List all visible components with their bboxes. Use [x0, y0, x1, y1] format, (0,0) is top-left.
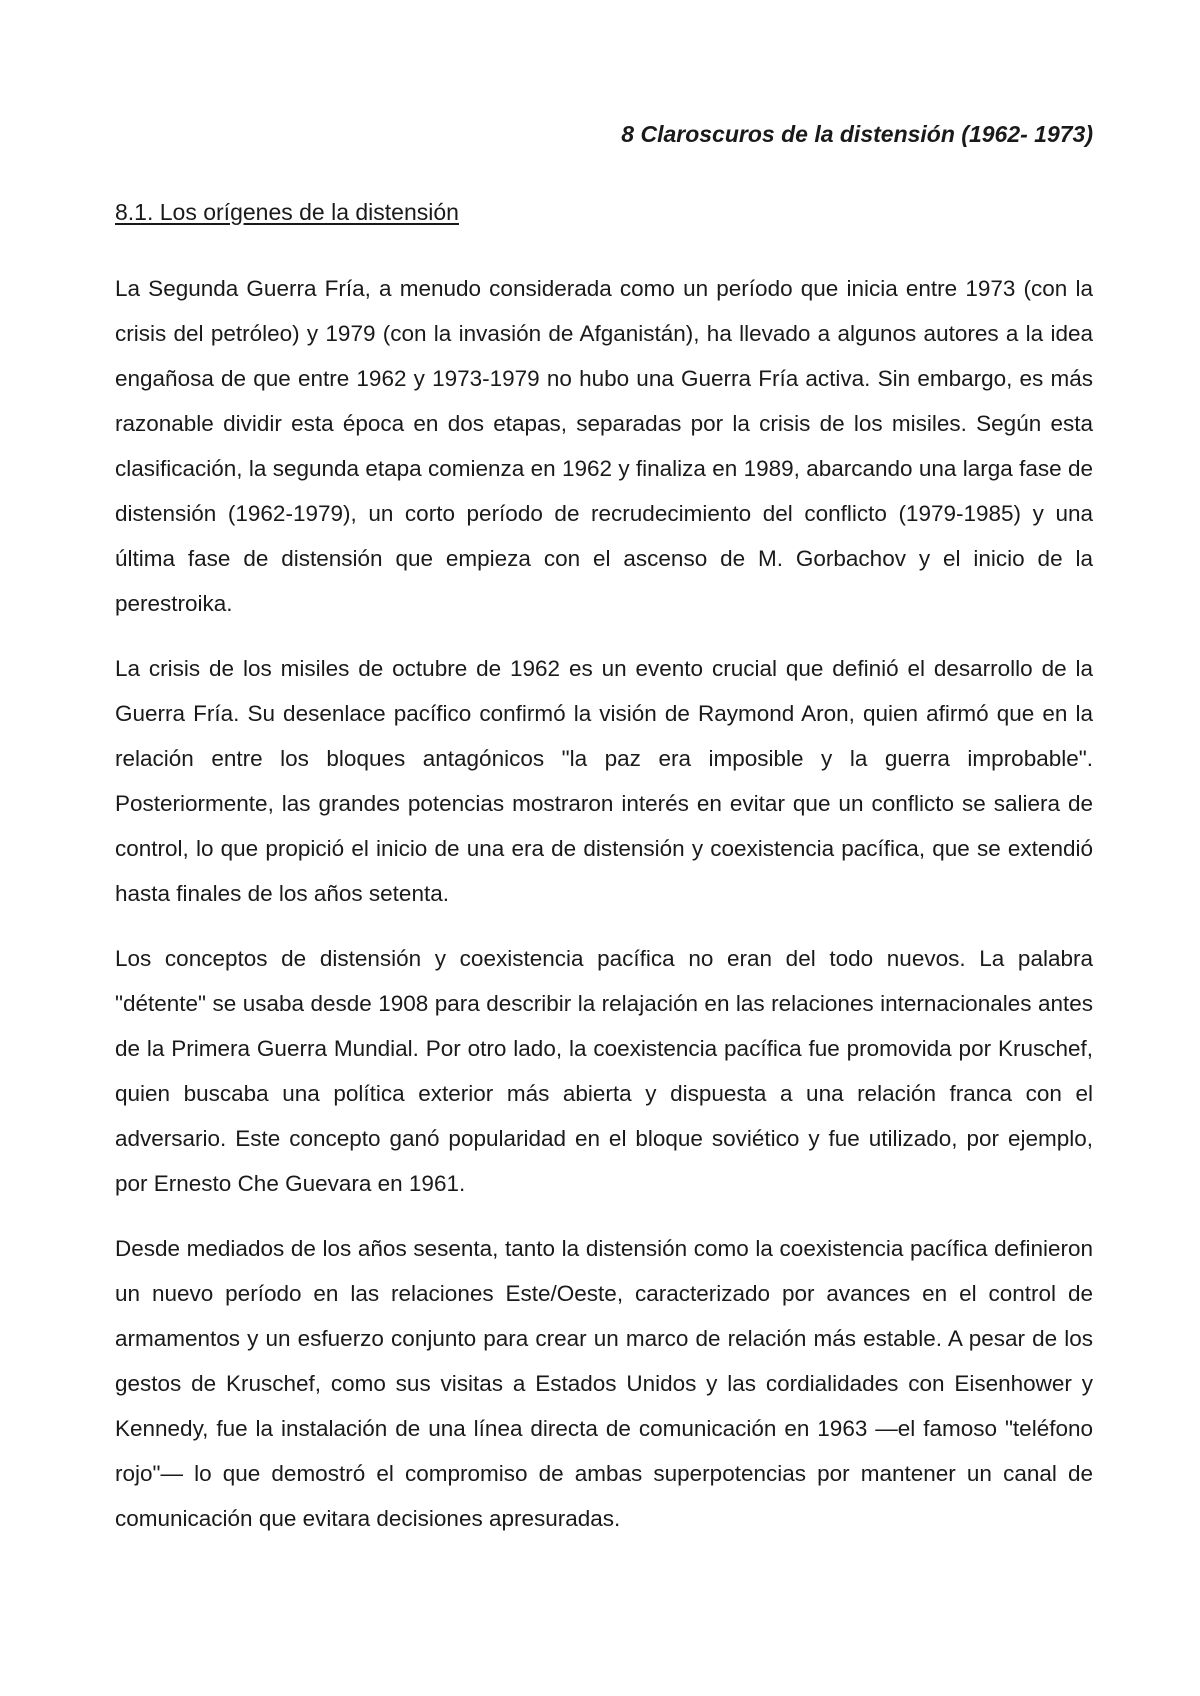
chapter-title: 8 Claroscuros de la distensión (1962- 1973) [621, 121, 1093, 147]
paragraph-1: La Segunda Guerra Fría, a menudo considerada como un período que inicia entre 1973 (con la crisis del petróleo) y 1979 (con la invasión de Afganistán), ha llevado a algunos autores a la idea engañosa de que entre 1962 y 1973-1979 no hubo una Guerra Fría activa. Sin embargo, es más razonable dividir esta época en dos etapas, separadas por la crisis de los misiles. Según esta clasificación, la segunda etapa comienza en 1962 y finaliza en 1989, abarcando una larga fase de distensión (1962-1979), un corto período de recrudecimiento del conflicto (1979-1985) y una última fase de distensión que empieza con el ascenso de M. Gorbachov y el inicio de la perestroika. [115, 276, 1093, 616]
paragraph-3: Los conceptos de distensión y coexistencia pacífica no eran del todo nuevos. La palabra "détente" se usaba desde 1908 para describir la relajación en las relaciones internacionales antes de la Primera Guerra Mundial. Por otro lado, la coexistencia pacífica fue promovida por Kruschef, quien buscaba una política exterior más abierta y dispuesta a una relación franca con el adversario. Este concepto ganó popularidad en el bloque soviético y fue utilizado, por ejemplo, por Ernesto Che Guevara en 1961. [115, 946, 1093, 1196]
section-heading: 8.1. Los orígenes de la distensión [115, 199, 459, 225]
paragraph-4: Desde mediados de los años sesenta, tanto la distensión como la coexistencia pacífica definieron un nuevo período en las relaciones Este/Oeste, caracterizado por avances en el control de armamentos y un esfuerzo conjunto para crear un marco de relación más estable. A pesar de los gestos de Kruschef, como sus visitas a Estados Unidos y las cordialidades con Eisenhower y Kennedy, fue la instalación de una línea directa de comunicación en 1963 —el famoso "teléfono rojo"— lo que demostró el compromiso de ambas superpotencias por mantener un canal de comunicación que evitara decisiones apresuradas. [115, 1236, 1093, 1531]
paragraph-2: La crisis de los misiles de octubre de 1962 es un evento crucial que definió el desarrollo de la Guerra Fría. Su desenlace pacífico confirmó la visión de Raymond Aron, quien afirmó que en la relación entre los bloques antagónicos "la paz era imposible y la guerra improbable". Posteriormente, las grandes potencias mostraron interés en evitar que un conflicto se saliera de control, lo que propició el inicio de una era de distensión y coexistencia pacífica, que se extendió hasta finales de los años setenta. [115, 656, 1093, 906]
